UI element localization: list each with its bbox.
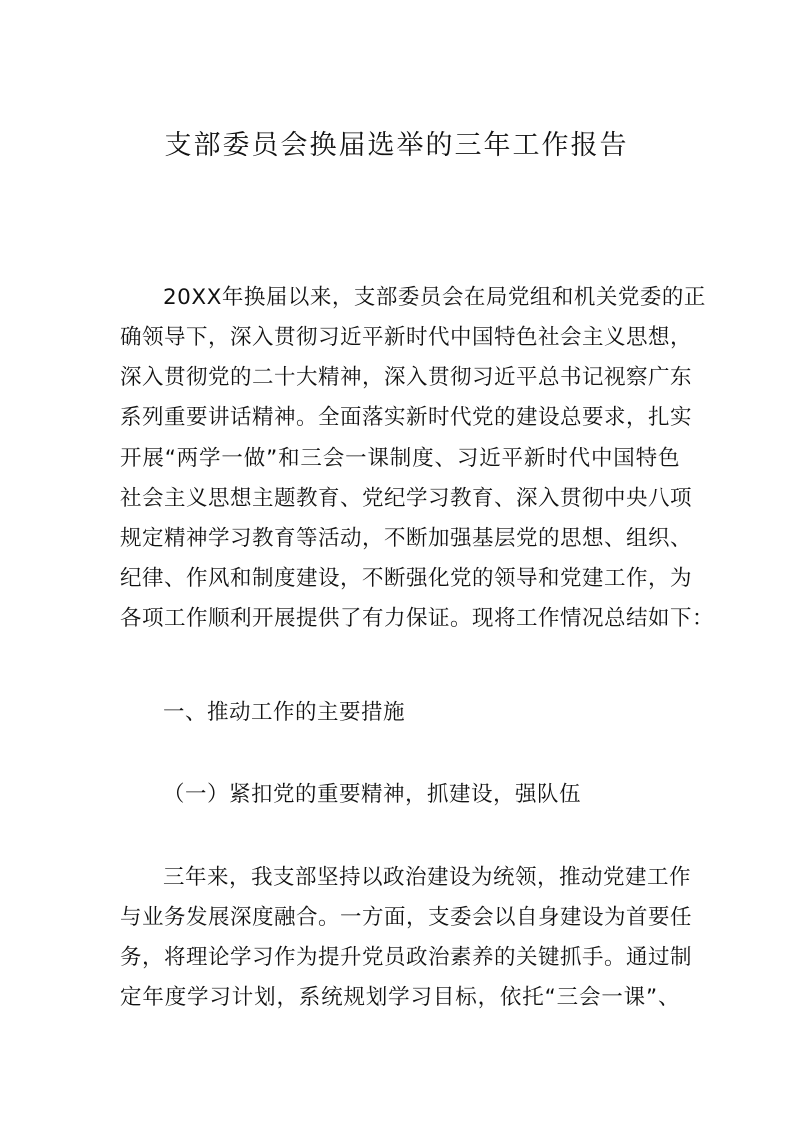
- section-heading: 一、推动工作的主要措施: [163, 700, 406, 725]
- body-line: 与业务发展深度融合。一方面，支委会以自身建设为首要任: [120, 905, 693, 930]
- intro-line: 确领导下，深入贯彻习近平新时代中国特色社会主义思想，: [120, 325, 693, 350]
- intro-line: 纪律、作风和制度建设，不断强化党的领导和党建工作，为: [120, 566, 693, 591]
- body-line: 三年来，我支部坚持以政治建设为统领，推动党建工作: [163, 865, 692, 890]
- intro-line: 社会主义思想主题教育、党纪学习教育、深入贯彻中央八项: [120, 486, 693, 511]
- intro-line: 各项工作顺利开展提供了有力保证。现将工作情况总结如下：: [120, 606, 715, 631]
- subsection-heading: （一）紧扣党的重要精神，抓建设，强队伍: [163, 782, 582, 807]
- intro-line: 深入贯彻党的二十大精神，深入贯彻习近平总书记视察广东: [120, 365, 693, 390]
- body-line: 务，将理论学习作为提升党员政治素养的关键抓手。通过制: [120, 945, 693, 970]
- intro-line: 规定精神学习教育等活动，不断加强基层党的思想、组织、: [120, 526, 693, 551]
- intro-line: 20XX年换届以来，支部委员会在局党组和机关党委的正: [163, 285, 706, 310]
- document-title: 支部委员会换届选举的三年工作报告: [164, 130, 629, 161]
- intro-line: 系列重要讲话精神。全面落实新时代党的建设总要求，扎实: [120, 405, 693, 430]
- intro-line: 开展“两学一做”和三会一课制度、习近平新时代中国特色: [120, 446, 680, 471]
- body-line: 定年度学习计划，系统规划学习目标，依托“三会一课”、: [120, 985, 680, 1010]
